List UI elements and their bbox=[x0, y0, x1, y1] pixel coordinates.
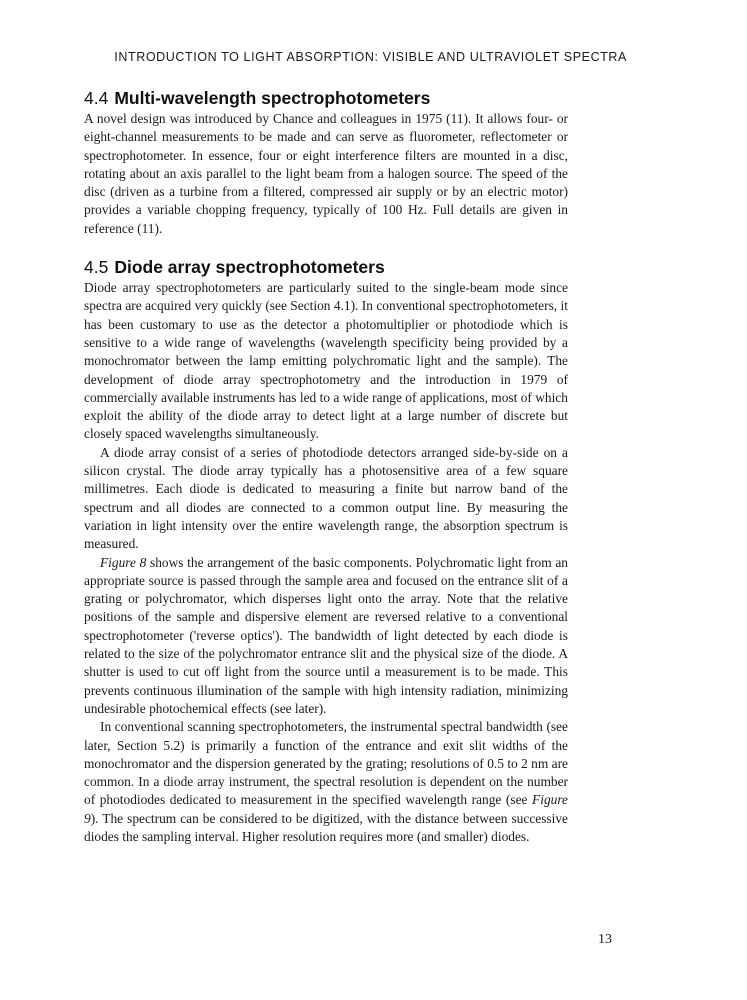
section-heading-4-4 bbox=[84, 86, 568, 110]
paragraph-figure-8-description bbox=[84, 554, 568, 719]
section-title: Diode array spectrophotometers bbox=[114, 257, 385, 278]
paragraph-diode-array-intro: Diode array spectrophotometers are particularly suited to the single-beam mode since spectra are acquired very quickly (see Section 4.1). In conventional spectrophotometers, it has been customary to use as the detector a photomultiplier or photodiode which is sensitive to a wide range of wavelengths (wavelength specificity being provided by a monochromator between the lamp emitting polychromatic light and the sample). The development of diode array spectrophotometry and the introduction in 1979 of commercially available instruments has led to a wide range of applications, most of which exploit the ability of the diode array to detect light at a large number of discrete but closely spaced wavelengths simultaneously. bbox=[84, 280, 568, 442]
page-content bbox=[84, 86, 568, 846]
figure-9-reference: Figure 9 bbox=[84, 792, 568, 826]
page-number: 13 bbox=[598, 932, 612, 947]
section-number: 4.4 bbox=[84, 88, 109, 108]
section-number: 4.5 bbox=[84, 257, 109, 278]
section-title: Multi-wavelength spectrophotometers bbox=[114, 88, 431, 108]
paragraph-text: shows the arrangement of the basic components. Polychromatic light from an appropriate source is passed through the sample area and focused on the entrance slit of a grating or polychromator, which disperses light onto the array. Note that the relative positions of the sample and dispersive element are reversed relative to a conventional spectrophotometer ('reverse optics'). The bandwidth of light detected by each diode is related to the size of the polychromator entrance slit and the physical size of the diode. A shutter is used to cut off light from the source until a measurement is to be made. This prevents continuous illumination of the sample with high intensity radiation, minimizing undesirable photochemical effects (see later). bbox=[84, 554, 568, 716]
running-head: INTRODUCTION TO LIGHT ABSORPTION: VISIBLE AND ULTRAVIOLET SPECTRA bbox=[114, 50, 627, 64]
figure-8-reference: Figure 8 bbox=[100, 554, 147, 570]
paragraph-text-after: ). The spectrum can be considered to be digitized, with the distance between successive diodes the sampling interval. Higher resolution requires more (and smaller) diodes. bbox=[84, 810, 568, 844]
paragraph-multi-wavelength: A novel design was introduced by Chance and colleagues in 1975 (11). It allows four- or eight-channel measurements to be made and can serve as fluorometer, reflectometer or spectrophotometer. In essence, four or eight interference filters are mounted in a disc, rotating about an axis parallel to the light beam from a halogen source. The speed of the disc (driven as a turbine from a filtered, compressed air supply or by an electric motor) provides a variable chopping frequency, typically of 100 Hz. Full details are given in reference (11). bbox=[84, 111, 568, 236]
paragraph-text-before: In conventional scanning spectrophotometers, the instrumental spectral bandwidth (see later, Section 5.2) is primarily a function of the entrance and exit slit widths of the monochromator and the dispersion generated by the grating; resolutions of 0.5 to 2 nm are common. In a diode array instrument, the spectral resolution is dependent on the number of photodiodes dedicated to measurement in the specified wavelength range (see bbox=[84, 719, 568, 808]
paragraph-spectral-resolution bbox=[84, 718, 568, 846]
section-heading-4-5 bbox=[84, 255, 568, 279]
paragraph-diode-array-structure: A diode array consist of a series of photodiode detectors arranged side-by-side on a silicon crystal. The diode array typically has a photosensitive area of a few square millimetres. Each diode is dedicated to measuring a finite but narrow band of the spectrum and all diodes are connected to a common output line. By measuring the variation in light intensity over the entire wavelength range, the absorption spectrum is measured. bbox=[84, 444, 568, 552]
